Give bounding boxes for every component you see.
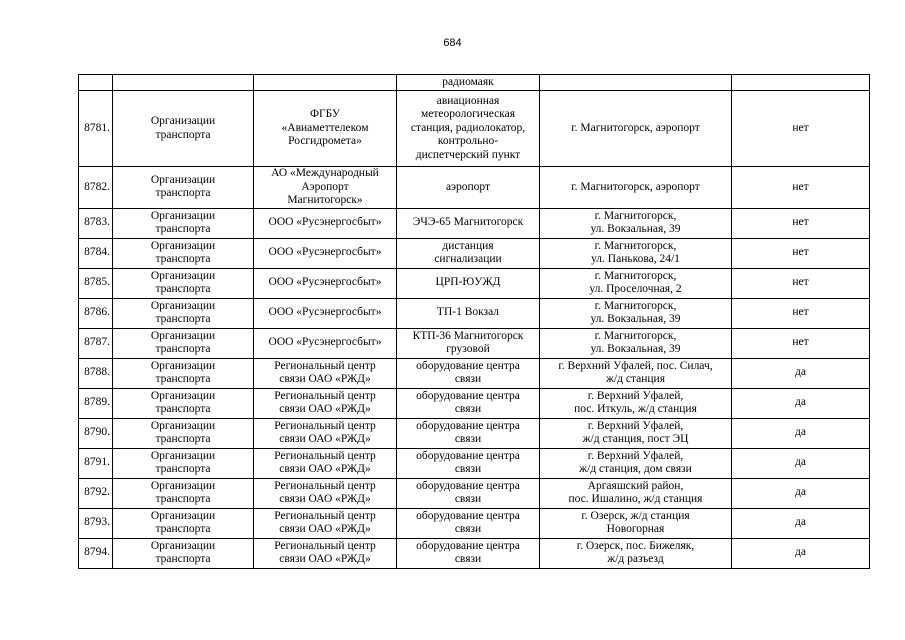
- cell-text-line: транспорта: [155, 223, 211, 235]
- row-number-cell: 8787.: [79, 328, 113, 358]
- cell-text-line: оборудование центра: [416, 359, 520, 372]
- row-object-cell: [397, 298, 540, 328]
- row-category-cell: [113, 508, 254, 538]
- row-category-cell: [113, 448, 254, 478]
- cell-text-line: Организации: [150, 329, 216, 342]
- cell-text-line: оборудование центра: [416, 509, 520, 522]
- row-owner-cell: [254, 238, 397, 268]
- cell-text-line: Региональный центр: [274, 449, 376, 462]
- cell-text-line: пос. Иткуль, ж/д станция: [574, 403, 697, 415]
- row-flag-cell: да: [732, 418, 870, 448]
- cell-text-line: АО «Международный: [271, 167, 379, 179]
- row-owner-cell: [254, 328, 397, 358]
- continuation-cell-address: [540, 75, 732, 91]
- cell-text-line: г. Магнитогорск,: [594, 329, 677, 342]
- row-address-cell: [540, 91, 732, 167]
- cell-text-line: связи ОАО «РЖД»: [279, 493, 371, 505]
- cell-text-line: связи: [454, 403, 482, 415]
- cell-text-line: Организации: [150, 239, 216, 252]
- row-category-cell: [113, 238, 254, 268]
- cell-text-line: Аргаяшский район,: [587, 479, 684, 492]
- cell-text-line: ж/д станция: [606, 373, 665, 385]
- cell-text-line: транспорта: [155, 187, 211, 200]
- row-number-cell: 8782.: [79, 167, 113, 209]
- cell-text-line: связи: [454, 553, 482, 565]
- cell-text-line: связи: [454, 433, 482, 445]
- cell-text-line: ООО «Русэнергосбыт»: [268, 216, 382, 229]
- row-category-cell: [113, 388, 254, 418]
- registry-table-body: [79, 75, 870, 569]
- cell-text-line: транспорта: [155, 403, 211, 415]
- cell-text-line: транспорта: [155, 553, 211, 565]
- cell-text-line: Организации: [150, 209, 216, 222]
- cell-text-line: Организации: [150, 299, 216, 312]
- cell-text-line: Региональный центр: [274, 359, 376, 372]
- row-owner-cell: [254, 167, 397, 209]
- cell-text-line: ООО «Русэнергосбыт»: [268, 306, 382, 319]
- cell-text-line: транспорта: [155, 523, 211, 535]
- row-category-cell: [113, 298, 254, 328]
- table-row: [79, 358, 870, 388]
- cell-text-line: связи ОАО «РЖД»: [279, 373, 371, 385]
- row-owner-cell: [254, 298, 397, 328]
- row-owner-cell: [254, 478, 397, 508]
- cell-text-line: Аэропорт: [301, 180, 349, 193]
- row-flag-cell: да: [732, 538, 870, 568]
- cell-text-line: сигнализации: [434, 253, 502, 265]
- row-flag-cell: нет: [732, 298, 870, 328]
- cell-text-line: контрольно-: [437, 135, 499, 148]
- row-object-cell: [397, 418, 540, 448]
- row-flag-cell: да: [732, 508, 870, 538]
- row-address-cell: [540, 448, 732, 478]
- row-category-cell: [113, 538, 254, 568]
- cell-text-line: транспорта: [155, 463, 211, 475]
- row-number-cell: 8790.: [79, 418, 113, 448]
- cell-text-line: связи: [454, 373, 482, 385]
- row-object-cell: [397, 268, 540, 298]
- table-row: [79, 538, 870, 568]
- row-category-cell: [113, 208, 254, 238]
- row-object-cell: [397, 167, 540, 209]
- cell-text-line: ТП-1 Вокзал: [436, 306, 500, 319]
- cell-text-line: г. Озерск, пос. Бижеляк,: [576, 539, 695, 552]
- cell-text-line: пос. Ишалино, ж/д станция: [568, 493, 703, 505]
- cell-text-line: ул. Проселочная, 2: [589, 283, 682, 295]
- cell-text-line: ООО «Русэнергосбыт»: [268, 336, 382, 349]
- row-address-cell: [540, 268, 732, 298]
- cell-text-line: ООО «Русэнергосбыт»: [268, 246, 382, 259]
- cell-text-line: Организации: [150, 173, 216, 186]
- row-address-cell: [540, 328, 732, 358]
- cell-text-line: оборудование центра: [416, 419, 520, 432]
- row-object-cell: [397, 508, 540, 538]
- cell-text-line: Магнитогорск»: [287, 194, 363, 206]
- cell-text-line: Региональный центр: [274, 539, 376, 552]
- table-row: [79, 91, 870, 167]
- row-object-cell: [397, 208, 540, 238]
- cell-text-line: оборудование центра: [416, 539, 520, 552]
- cell-text-line: ул. Вокзальная, 39: [590, 313, 681, 325]
- registry-table: [78, 74, 870, 569]
- row-address-cell: [540, 478, 732, 508]
- cell-text-line: станция, радиолокатор,: [410, 121, 526, 134]
- cell-text-line: ЭЧЭ-65 Магнитогорск: [412, 216, 524, 229]
- cell-text-line: ул. Панькова, 24/1: [591, 253, 680, 265]
- continuation-cell-category: [113, 75, 254, 91]
- table-row: [79, 328, 870, 358]
- cell-text-line: г. Озерск, ж/д станция: [581, 509, 690, 522]
- table-row: [79, 388, 870, 418]
- cell-text-line: г. Магнитогорск, аэропорт: [571, 121, 700, 134]
- continuation-cell-number: [79, 75, 113, 91]
- row-category-cell: [113, 91, 254, 167]
- cell-text-line: дистанция: [442, 239, 494, 252]
- row-owner-cell: [254, 388, 397, 418]
- row-owner-cell: [254, 358, 397, 388]
- cell-text-line: связи ОАО «РЖД»: [279, 463, 371, 475]
- row-category-cell: [113, 358, 254, 388]
- cell-text-line: ФГБУ: [309, 108, 341, 121]
- cell-text-line: г. Магнитогорск,: [594, 269, 677, 282]
- cell-text-line: Организации: [150, 479, 216, 492]
- cell-text-line: диспетчерский пункт: [415, 148, 521, 161]
- cell-text-line: транспорта: [155, 128, 211, 141]
- table-row: [79, 508, 870, 538]
- cell-text-line: Региональный центр: [274, 419, 376, 432]
- cell-text-line: Организации: [150, 359, 216, 372]
- row-owner-cell: [254, 208, 397, 238]
- table-row: [79, 448, 870, 478]
- row-flag-cell: нет: [732, 167, 870, 209]
- row-number-cell: 8786.: [79, 298, 113, 328]
- row-object-cell: [397, 91, 540, 167]
- cell-text-line: оборудование центра: [416, 449, 520, 462]
- row-category-cell: [113, 478, 254, 508]
- row-flag-cell: нет: [732, 208, 870, 238]
- cell-text-line: аэропорт: [445, 180, 491, 193]
- row-flag-cell: нет: [732, 238, 870, 268]
- row-flag-cell: да: [732, 448, 870, 478]
- table-row: [79, 238, 870, 268]
- row-object-cell: [397, 448, 540, 478]
- row-number-cell: 8791.: [79, 448, 113, 478]
- row-category-cell: [113, 328, 254, 358]
- row-owner-cell: [254, 538, 397, 568]
- cell-text-line: ж/д станция, дом связи: [579, 463, 692, 475]
- row-address-cell: [540, 358, 732, 388]
- continuation-row: [79, 75, 870, 91]
- row-number-cell: 8794.: [79, 538, 113, 568]
- row-number-cell: 8784.: [79, 238, 113, 268]
- row-flag-cell: нет: [732, 268, 870, 298]
- cell-text-line: транспорта: [155, 313, 211, 325]
- row-address-cell: [540, 238, 732, 268]
- row-owner-cell: [254, 418, 397, 448]
- row-number-cell: 8783.: [79, 208, 113, 238]
- row-object-cell: [397, 358, 540, 388]
- cell-text-line: г. Верхний Уфалей,: [587, 389, 684, 402]
- cell-text-line: Региональный центр: [274, 509, 376, 522]
- row-object-cell: [397, 388, 540, 418]
- row-address-cell: [540, 208, 732, 238]
- cell-text-line: связи ОАО «РЖД»: [279, 403, 371, 415]
- cell-text-line: Организации: [150, 449, 216, 462]
- row-flag-cell: да: [732, 388, 870, 418]
- continuation-cell-flag: [732, 75, 870, 91]
- cell-text-line: г. Магнитогорск,: [594, 299, 677, 312]
- row-object-cell: [397, 478, 540, 508]
- page-number: 684: [443, 37, 462, 49]
- row-object-cell: [397, 328, 540, 358]
- row-category-cell: [113, 418, 254, 448]
- cell-text-line: г. Верхний Уфалей,: [587, 419, 684, 432]
- table-row: [79, 478, 870, 508]
- continuation-cell-owner: [254, 75, 397, 91]
- cell-text-line: транспорта: [155, 343, 211, 355]
- row-address-cell: [540, 418, 732, 448]
- row-address-cell: [540, 538, 732, 568]
- row-flag-cell: да: [732, 358, 870, 388]
- cell-text-line: КТП-36 Магнитогорск: [412, 329, 524, 342]
- cell-text-line: г. Магнитогорск,: [594, 239, 677, 252]
- cell-text-line: авиационная: [436, 94, 500, 107]
- row-object-cell: [397, 238, 540, 268]
- cell-text-line: транспорта: [155, 433, 211, 445]
- row-flag-cell: нет: [732, 328, 870, 358]
- row-address-cell: [540, 508, 732, 538]
- row-number-cell: 8793.: [79, 508, 113, 538]
- row-flag-cell: нет: [732, 91, 870, 167]
- cell-text-line: транспорта: [155, 283, 211, 295]
- cell-text-line: транспорта: [155, 493, 211, 505]
- cell-text-line: ж/д разъезд: [607, 553, 664, 565]
- table-row: [79, 208, 870, 238]
- cell-text-line: связи ОАО «РЖД»: [279, 433, 371, 445]
- row-owner-cell: [254, 508, 397, 538]
- cell-text-line: ж/д станция, пост ЭЦ: [582, 433, 689, 445]
- row-category-cell: [113, 268, 254, 298]
- row-category-cell: [113, 167, 254, 209]
- cell-text-line: Организации: [150, 539, 216, 552]
- row-owner-cell: [254, 268, 397, 298]
- cell-text-line: Организации: [150, 389, 216, 402]
- cell-text-line: Росгидромета»: [288, 135, 362, 148]
- row-owner-cell: [254, 448, 397, 478]
- cell-text-line: связи: [454, 463, 482, 475]
- cell-text-line: г. Магнитогорск, аэропорт: [571, 180, 700, 193]
- cell-text-line: г. Верхний Уфалей, пос. Силач,: [558, 359, 713, 372]
- cell-text-line: Организации: [150, 419, 216, 432]
- table-row: [79, 418, 870, 448]
- table-row: [79, 167, 870, 209]
- row-number-cell: 8781.: [79, 91, 113, 167]
- cell-text-line: Региональный центр: [274, 389, 376, 402]
- row-flag-cell: да: [732, 478, 870, 508]
- cell-text-line: связи ОАО «РЖД»: [279, 553, 371, 565]
- cell-text-line: ул. Вокзальная, 39: [590, 223, 681, 235]
- row-address-cell: [540, 298, 732, 328]
- cell-text-line: Организации: [150, 269, 216, 282]
- cell-text-line: связи: [454, 493, 482, 505]
- continuation-cell-object: радиомаяк: [397, 75, 540, 91]
- cell-text-line: транспорта: [155, 373, 211, 385]
- row-owner-cell: [254, 91, 397, 167]
- table-row: [79, 298, 870, 328]
- table-row: [79, 268, 870, 298]
- row-number-cell: 8785.: [79, 268, 113, 298]
- cell-text-line: транспорта: [155, 253, 211, 265]
- cell-text-line: оборудование центра: [416, 389, 520, 402]
- row-number-cell: 8789.: [79, 388, 113, 418]
- row-object-cell: [397, 538, 540, 568]
- row-number-cell: 8788.: [79, 358, 113, 388]
- cell-text-line: г. Верхний Уфалей,: [587, 449, 684, 462]
- cell-text-line: Организации: [150, 115, 216, 127]
- row-number-cell: 8792.: [79, 478, 113, 508]
- cell-text-line: г. Магнитогорск,: [594, 209, 677, 222]
- cell-text-line: ЦРП-ЮУЖД: [435, 276, 501, 289]
- cell-text-line: связи: [454, 523, 482, 535]
- cell-text-line: ул. Вокзальная, 39: [590, 343, 681, 355]
- row-address-cell: [540, 388, 732, 418]
- row-address-cell: [540, 167, 732, 209]
- cell-text-line: Новогорная: [606, 523, 665, 535]
- cell-text-line: связи ОАО «РЖД»: [279, 523, 371, 535]
- cell-text-line: метеорологическая: [420, 108, 516, 121]
- cell-text-line: ООО «Русэнергосбыт»: [268, 276, 382, 289]
- cell-text-line: грузовой: [446, 343, 490, 355]
- cell-text-line: «Авиаметтелеком: [281, 121, 369, 134]
- cell-text-line: оборудование центра: [416, 479, 520, 492]
- cell-text-line: Региональный центр: [274, 479, 376, 492]
- cell-text-line: Организации: [150, 509, 216, 522]
